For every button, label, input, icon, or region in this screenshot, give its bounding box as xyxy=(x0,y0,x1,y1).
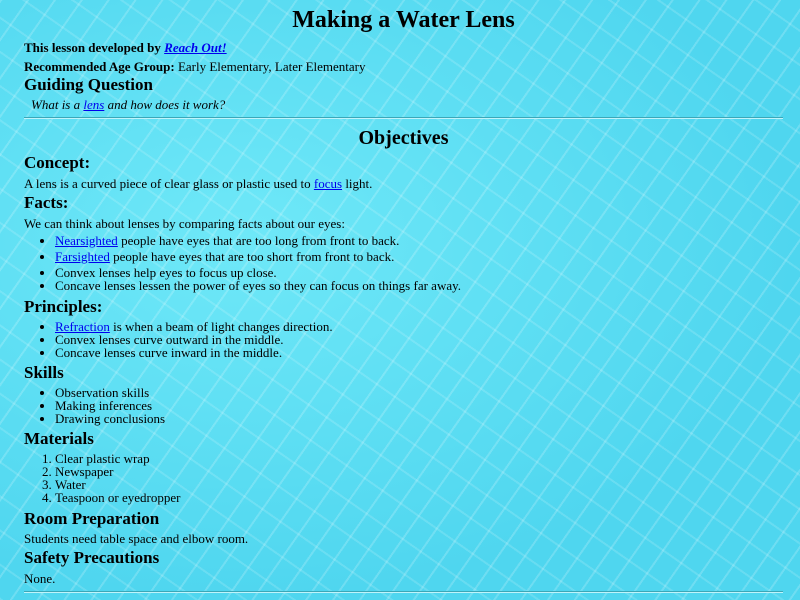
list-item-text: Concave lenses lessen the power of eyes so they can focus on things far away. xyxy=(55,278,462,293)
list-item-text: is when a beam of light changes direction. xyxy=(113,319,333,334)
list-item xyxy=(55,234,461,247)
principles-list xyxy=(24,320,333,359)
guiding-question-text xyxy=(31,97,225,113)
principles-heading: Principles: xyxy=(24,297,103,316)
safety-heading: Safety Precautions xyxy=(24,548,160,567)
age-group-line xyxy=(24,59,366,75)
facts-heading: Facts: xyxy=(24,193,69,212)
list-item xyxy=(55,279,461,292)
farsighted-link[interactable]: Farsighted xyxy=(55,249,110,264)
facts-intro: We can think about lenses by comparing facts about our eyes: xyxy=(24,216,345,231)
list-item: 3. Water xyxy=(55,478,180,491)
room-preparation-heading: Room Preparation xyxy=(24,509,160,528)
skills-list xyxy=(24,386,165,425)
skills-heading: Skills xyxy=(24,363,64,382)
guiding-question-suffix: and how does it work? xyxy=(107,97,226,112)
developed-by-label: This lesson developed by xyxy=(24,40,161,55)
concept-suffix: light. xyxy=(345,176,373,191)
list-item-text: Concave lenses curve inward in the middle. xyxy=(55,345,283,360)
concept-heading: Concept: xyxy=(24,153,91,172)
focus-link[interactable]: focus xyxy=(313,176,343,191)
reach-out-link[interactable]: Reach Out! xyxy=(164,40,227,55)
nearsighted-link[interactable]: Nearsighted xyxy=(55,233,118,248)
age-group-label: Recommended Age Group: xyxy=(24,59,175,74)
page-title: Making a Water Lens xyxy=(292,7,515,33)
materials-list xyxy=(24,452,180,504)
divider-bottom xyxy=(24,591,783,593)
list-item-text: Convex lenses curve outward in the middle. xyxy=(55,332,284,347)
guiding-question-heading: Guiding Question xyxy=(24,75,153,94)
materials-heading: Materials xyxy=(24,429,94,448)
list-item: 1. Clear plastic wrap xyxy=(55,452,180,465)
room-preparation-text: Students need table space and elbow room. xyxy=(24,531,249,546)
list-item-text: people have eyes that are too long from front to back. xyxy=(121,233,400,248)
guiding-question-prefix: What is a xyxy=(31,97,81,112)
concept-prefix: A lens is a curved piece of clear glass or plastic used to xyxy=(24,176,311,191)
list-item: • Making inferences xyxy=(55,399,165,412)
list-item: 4. Teaspoon or eyedropper xyxy=(55,491,180,504)
list-item: • Drawing conclusions xyxy=(55,412,165,425)
lens-link[interactable]: lens xyxy=(83,97,105,112)
divider-top xyxy=(24,117,783,119)
list-item: • Observation skills xyxy=(55,386,165,399)
objectives-heading: Objectives xyxy=(358,127,449,149)
list-item-text: Convex lenses help eyes to focus up close. xyxy=(55,265,277,280)
list-item-text: people have eyes that are too short from front to back. xyxy=(113,249,395,264)
concept-text xyxy=(24,176,372,192)
facts-list xyxy=(24,234,461,292)
list-item xyxy=(55,250,461,263)
developed-by-line xyxy=(24,40,227,56)
safety-text: None. xyxy=(24,571,56,586)
list-item xyxy=(55,346,333,359)
age-group-value: Early Elementary, Later Elementary xyxy=(177,59,366,74)
refraction-link[interactable]: Refraction xyxy=(55,319,110,334)
list-item: 2. Newspaper xyxy=(55,465,180,478)
